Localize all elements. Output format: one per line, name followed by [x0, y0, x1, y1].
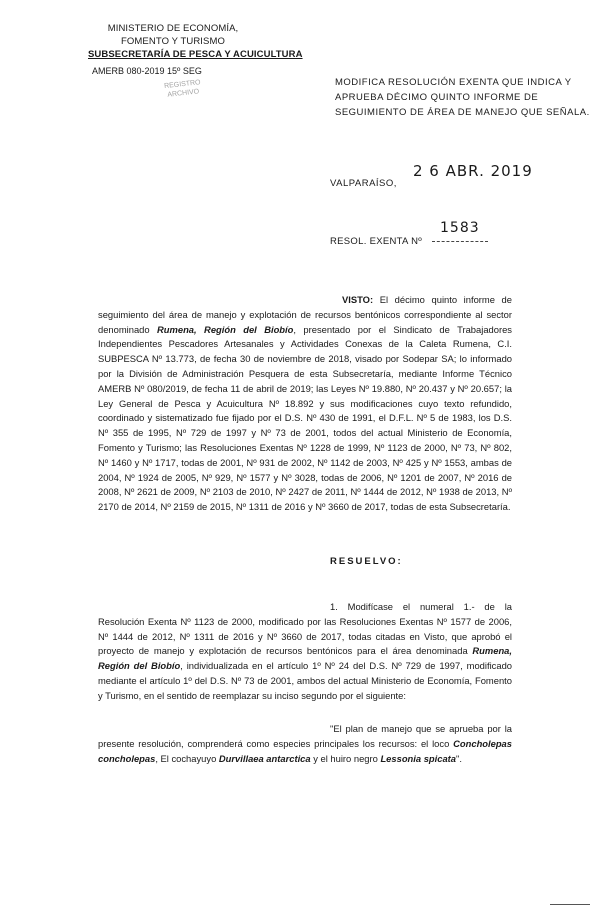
letterhead [88, 22, 303, 61]
article-1-text-2: , individualizada en el artículo 1º Nº 24 del D.S. Nº 729 de 1997, modificado mediante el artículo 1º del D.S. Nº 73 de 2001, ambos del actual Ministerio de Economía, Fomento y Turismo, en el sentido de reemplazar su inciso segundo por el siguiente: [98, 660, 513, 701]
subsecretaria-line: SUBSECRETARÍA DE PESCA Y ACUICULTURA [88, 49, 303, 60]
footer-line [550, 904, 590, 905]
registry-stamp [146, 76, 222, 123]
quoted-text [98, 722, 512, 766]
resolution-number: 1583 [440, 220, 480, 236]
stamp-line-1: REGISTRO [163, 79, 201, 90]
visto-text-1: El décimo quinto informe de seguimiento del área de manejo y explotación de recursos bentónicos correspondiente al sector denominado [98, 294, 512, 335]
article-1-paragraph [98, 600, 512, 704]
ministry-line-1: MINISTERIO DE ECONOMÍA, [107, 23, 239, 34]
quote-text-3: y el huiro negro [310, 752, 381, 764]
title-line-1: MODIFICA RESOLUCIÓN EXENTA QUE INDICA Y [335, 77, 572, 88]
species-1: Concholepas concholepas [98, 737, 512, 764]
title-line-3: SEGUIMIENTO DE ÁREA DE MANEJO QUE SEÑALA. [335, 107, 590, 118]
visto-paragraph [98, 293, 512, 515]
article-1-text-1: 1. Modifícase el numeral 1.- de la Resolución Exenta Nº 1123 de 2000, modificado por las Resoluciones Exentas Nº 1577 de 2006, Nº 1444 de 2012, Nº 1311 de 2016 y Nº 3660 de 2017, todas citadas en Visto, que aprobó el proyecto de manejo y explotación de recursos bentónicos para el área denominada [98, 601, 512, 657]
visto-label: VISTO: [342, 294, 374, 305]
quote-text-2: , El cochayuyo [155, 752, 219, 764]
date-stamp: 2 6 ABR. 2019 [413, 162, 533, 180]
resolution-label: RESOL. EXENTA Nº [330, 236, 423, 247]
reference-code: AMERB 080-2019 15º SEG [92, 66, 202, 76]
ministry-line-2: FOMENTO Y TURISMO [121, 36, 225, 47]
quote-text-1: "El plan de manejo que se aprueba por la presente resolución, comprenderá como especies principales los recursos: el loco [98, 723, 512, 749]
document-title [335, 75, 590, 120]
stamp-line-2: ARCHIVO [167, 88, 200, 99]
visto-area-name: Rumena, Región del Biobío [157, 323, 294, 335]
place: VALPARAÍSO, [330, 178, 397, 189]
quote-text-4: ". [456, 752, 462, 764]
resolution-number-line [432, 241, 488, 242]
species-2: Durvillaea antarctica [218, 752, 311, 764]
title-line-2: APRUEBA DÉCIMO QUINTO INFORME DE [335, 92, 539, 103]
article-1-area-name: Rumena, Región del Biobío [98, 645, 512, 672]
species-3: Lessonia spicata [380, 752, 457, 764]
resuelvo-heading: RESUELVO: [330, 556, 403, 567]
visto-text-2: , presentado por el Sindicato de Trabajadores Independientes Pescadores Artesanales y Actividades Conexas de la Caleta Rumena, C.I. SUBPESCA Nº 13.773, de fecha 30 de noviembre de 2018, visado por Sodepar SA; lo informado por la División de Administración Pesquera de esta Subsecretaría, mediante Informe Técnico AMERB Nº 080/2019, de fecha 11 de abril de 2019; las Leyes Nº 19.880, Nº 20.437 y Nº 20.657; la Ley General de Pesca y Acuicultura Nº 18.892 y sus modificaciones cuyo texto refundido, coordinado y sistematizado fue fijado por el D.S. Nº 430 de 1991, el D.F.L. Nº 5 de 1983, los D.S. Nº 355 de 1995, Nº 729 de 1997 y Nº 73 de 2001, todos del actual Ministerio de Economía, Fomento y Turismo; las Resoluciones Exentas Nº 1228 de 1999, Nº 1123 de 2000, Nº 73, Nº 802, Nº 1460 y Nº 1717, todas de 2001, Nº 931 de 2002, Nº 1142 de 2003, Nº 425 y Nº 1553, ambas de 2004, Nº 1924 de 2005, Nº 929, Nº 1577 y Nº 3028, todas de 2006, Nº 1201 de 2007, Nº 2016 de 2008, Nº 2621 de 2009, Nº 2103 de 2010, Nº 2427 de 2011, Nº 1444 de 2012, Nº 1938 de 2013, Nº 2170 de 2014, Nº 2159 de 2015, Nº 1311 de 2016 y Nº 3660 de 2017, todas de esta Subsecretaría. [98, 323, 512, 513]
